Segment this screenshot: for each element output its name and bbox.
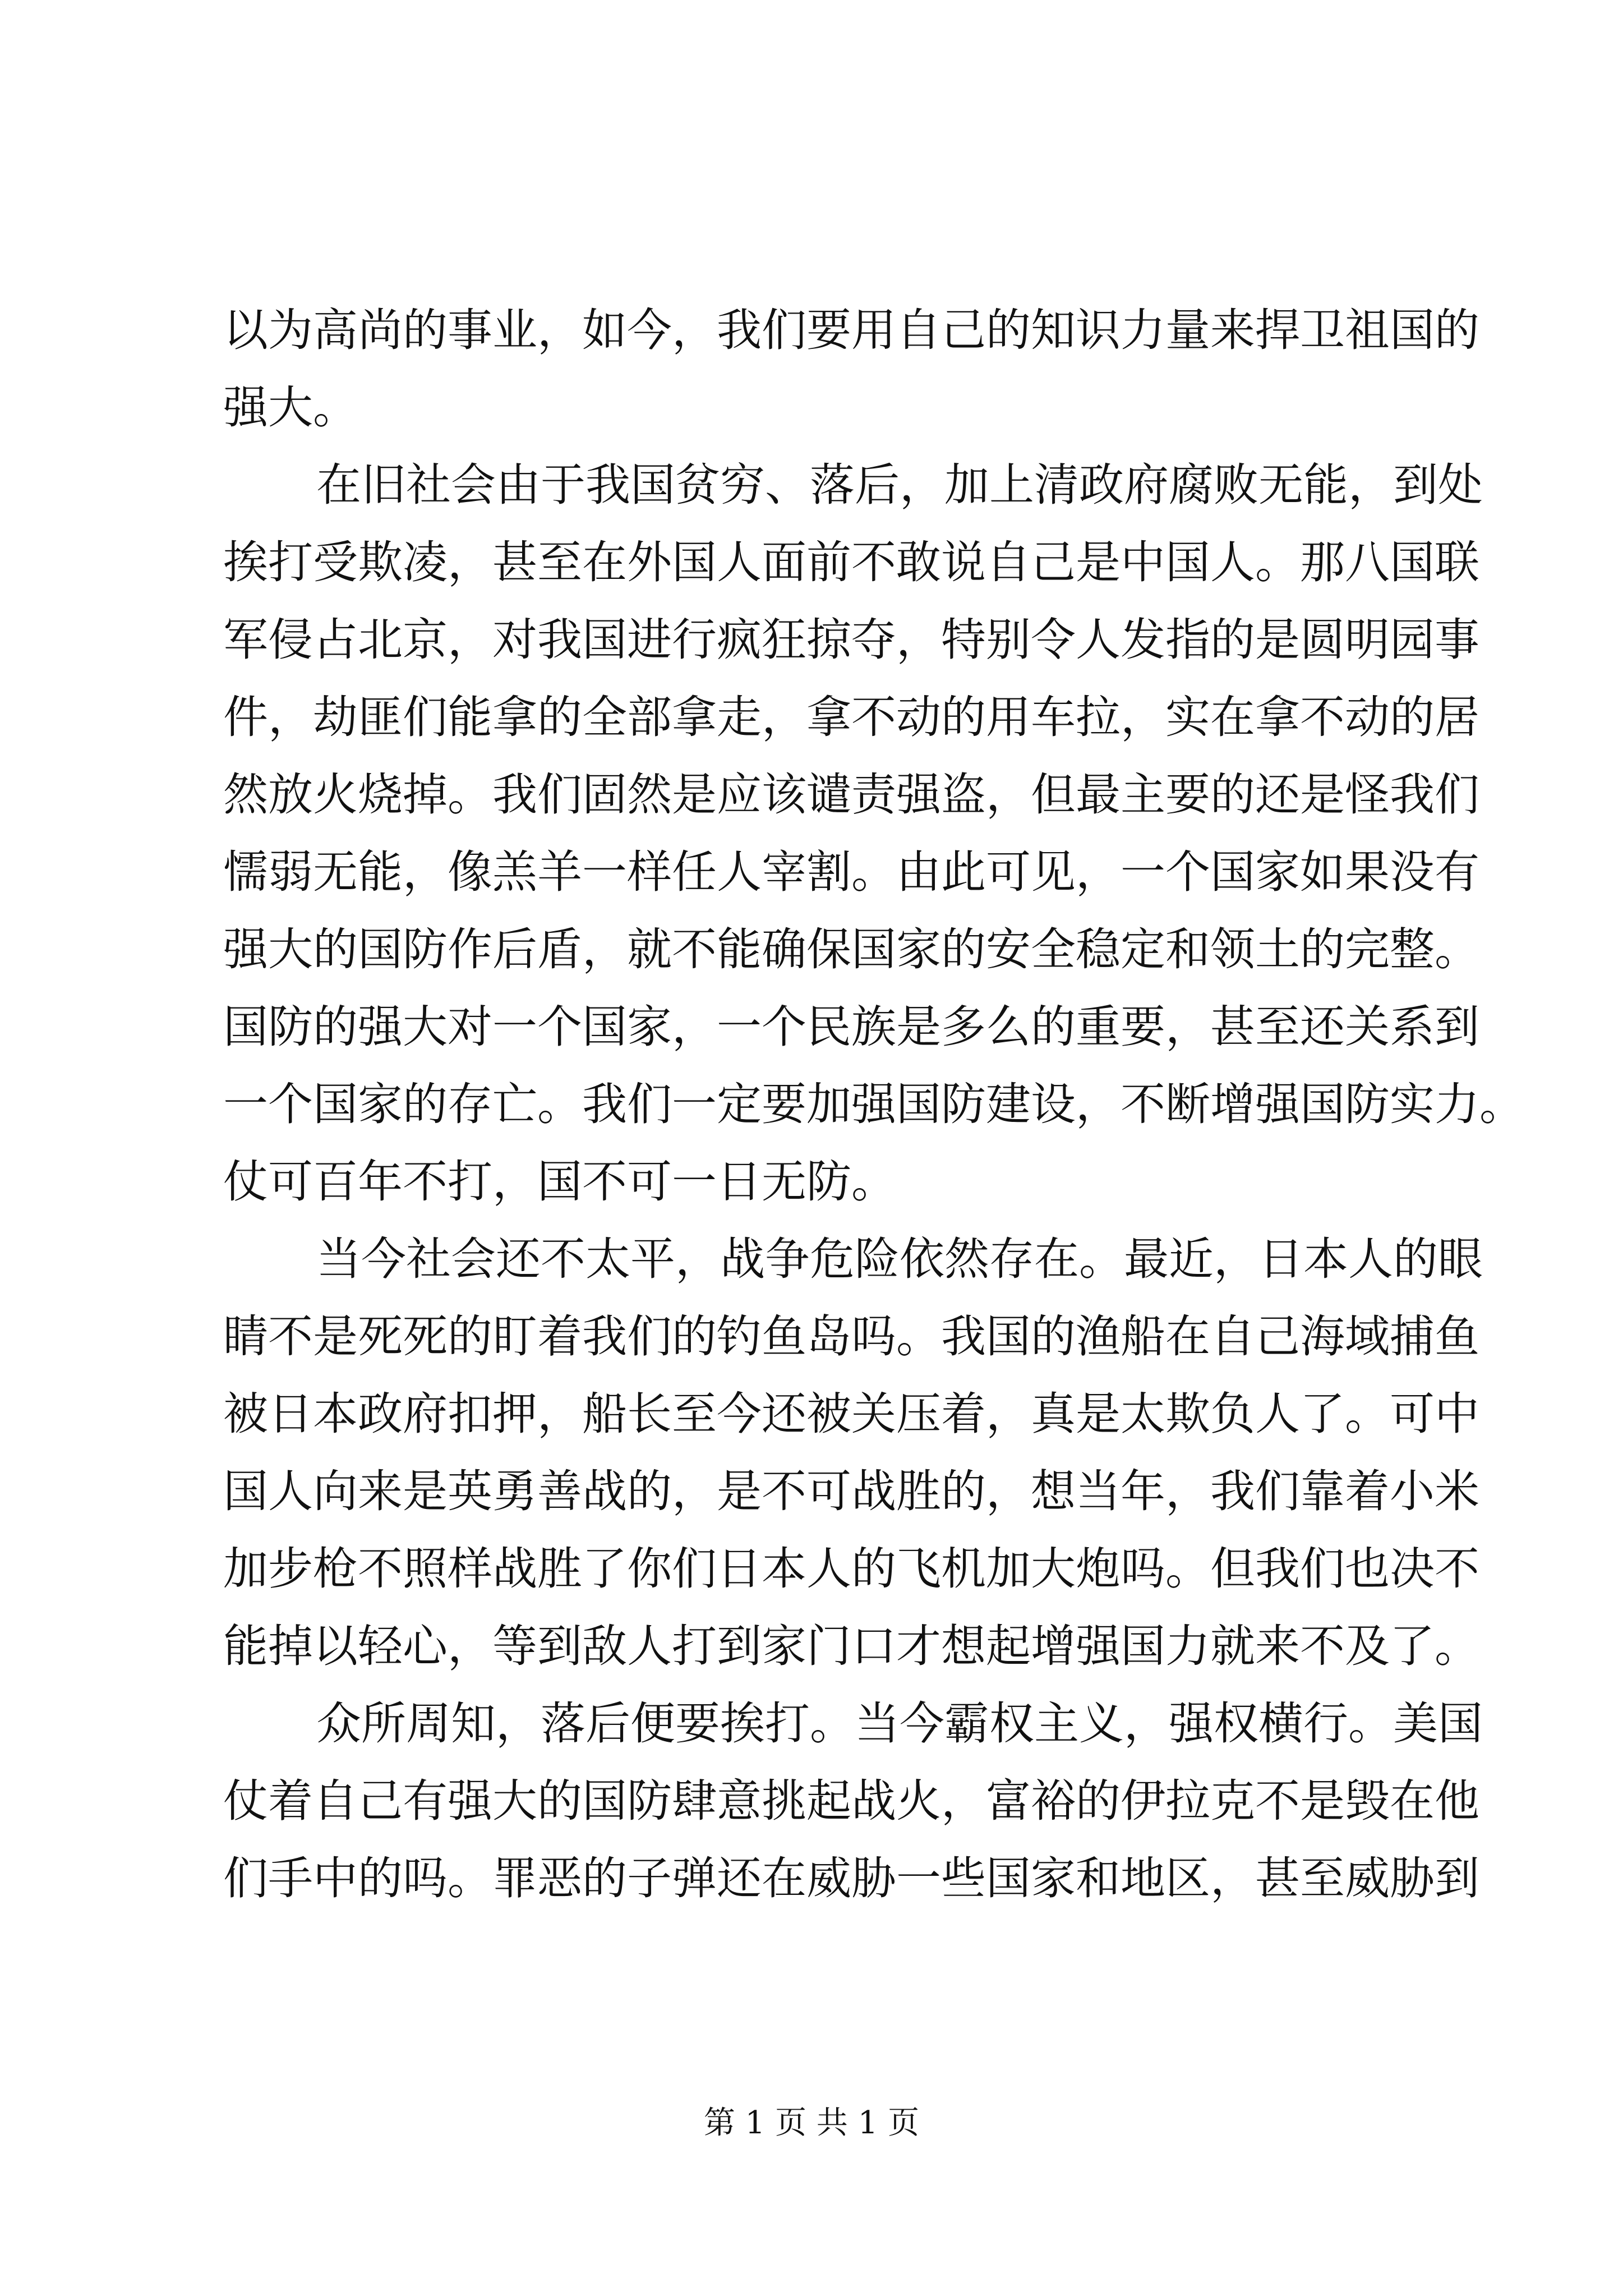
text-line: 一个国家的存亡。我们一定要加强国防建设，不断增强国防实力。: [223, 1078, 1524, 1130]
paragraph: [223, 1685, 1483, 1917]
text-line: 被日本政府扣押，船长至今还被关压着，真是太欺负人了。可中: [223, 1388, 1479, 1440]
paragraph: [223, 292, 1479, 447]
document-body: [223, 292, 1524, 1917]
text-line: 强大的国防作后盾，就不能确保国家的安全稳定和领土的完整。: [223, 923, 1479, 976]
text-line: 众所周知，落后便要挨打。当今霸权主义，强权横行。美国: [316, 1697, 1483, 1750]
paragraph: [223, 1221, 1483, 1685]
text-line: 强大。: [223, 381, 358, 434]
text-line: 能掉以轻心，等到敌人打到家门口才想起增强国力就来不及了。: [223, 1620, 1479, 1672]
text-line: 在旧社会由于我国贫穷、落后，加上清政府腐败无能，到处: [316, 459, 1483, 511]
text-line: 加步枪不照样战胜了你们日本人的飞机加大炮吗。但我们也决不: [223, 1543, 1479, 1595]
text-line: 仗可百年不打，国不可一日无防。: [223, 1156, 896, 1208]
text-line: 睛不是死死的盯着我们的钓鱼岛吗。我国的渔船在自己海域捕鱼: [223, 1310, 1479, 1363]
paragraph: [223, 447, 1524, 1221]
text-line: 国人向来是英勇善战的，是不可战胜的，想当年，我们靠着小米: [223, 1465, 1479, 1517]
text-line: 国防的强大对一个国家，一个民族是多么的重要，甚至还关系到: [223, 1001, 1479, 1053]
text-line: 以为高尚的事业，如今，我们要用自己的知识力量来捍卫祖国的: [223, 304, 1479, 356]
text-line: 然放火烧掉。我们固然是应该谴责强盗，但最主要的还是怪我们: [223, 769, 1479, 821]
text-line: 懦弱无能，像羔羊一样任人宰割。由此可见，一个国家如果没有: [223, 846, 1479, 898]
text-line: 们手中的吗。罪恶的子弹还在威胁一些国家和地区，甚至威胁到: [223, 1852, 1479, 1904]
page-footer: 第 1 页 共 1 页: [703, 2105, 920, 2141]
text-line: 仗着自己有强大的国防肆意挑起战火，富裕的伊拉克不是毁在他: [223, 1775, 1479, 1827]
text-line: 挨打受欺凌，甚至在外国人面前不敢说自己是中国人。那八国联: [223, 536, 1479, 588]
text-line: 军侵占北京，对我国进行疯狂掠夺，特别令人发指的是圆明园事: [223, 614, 1479, 666]
text-line: 当今社会还不太平，战争危险依然存在。最近，日本人的眼: [316, 1233, 1483, 1285]
text-line: 件，劫匪们能拿的全部拿走，拿不动的用车拉，实在拿不动的居: [223, 691, 1479, 743]
